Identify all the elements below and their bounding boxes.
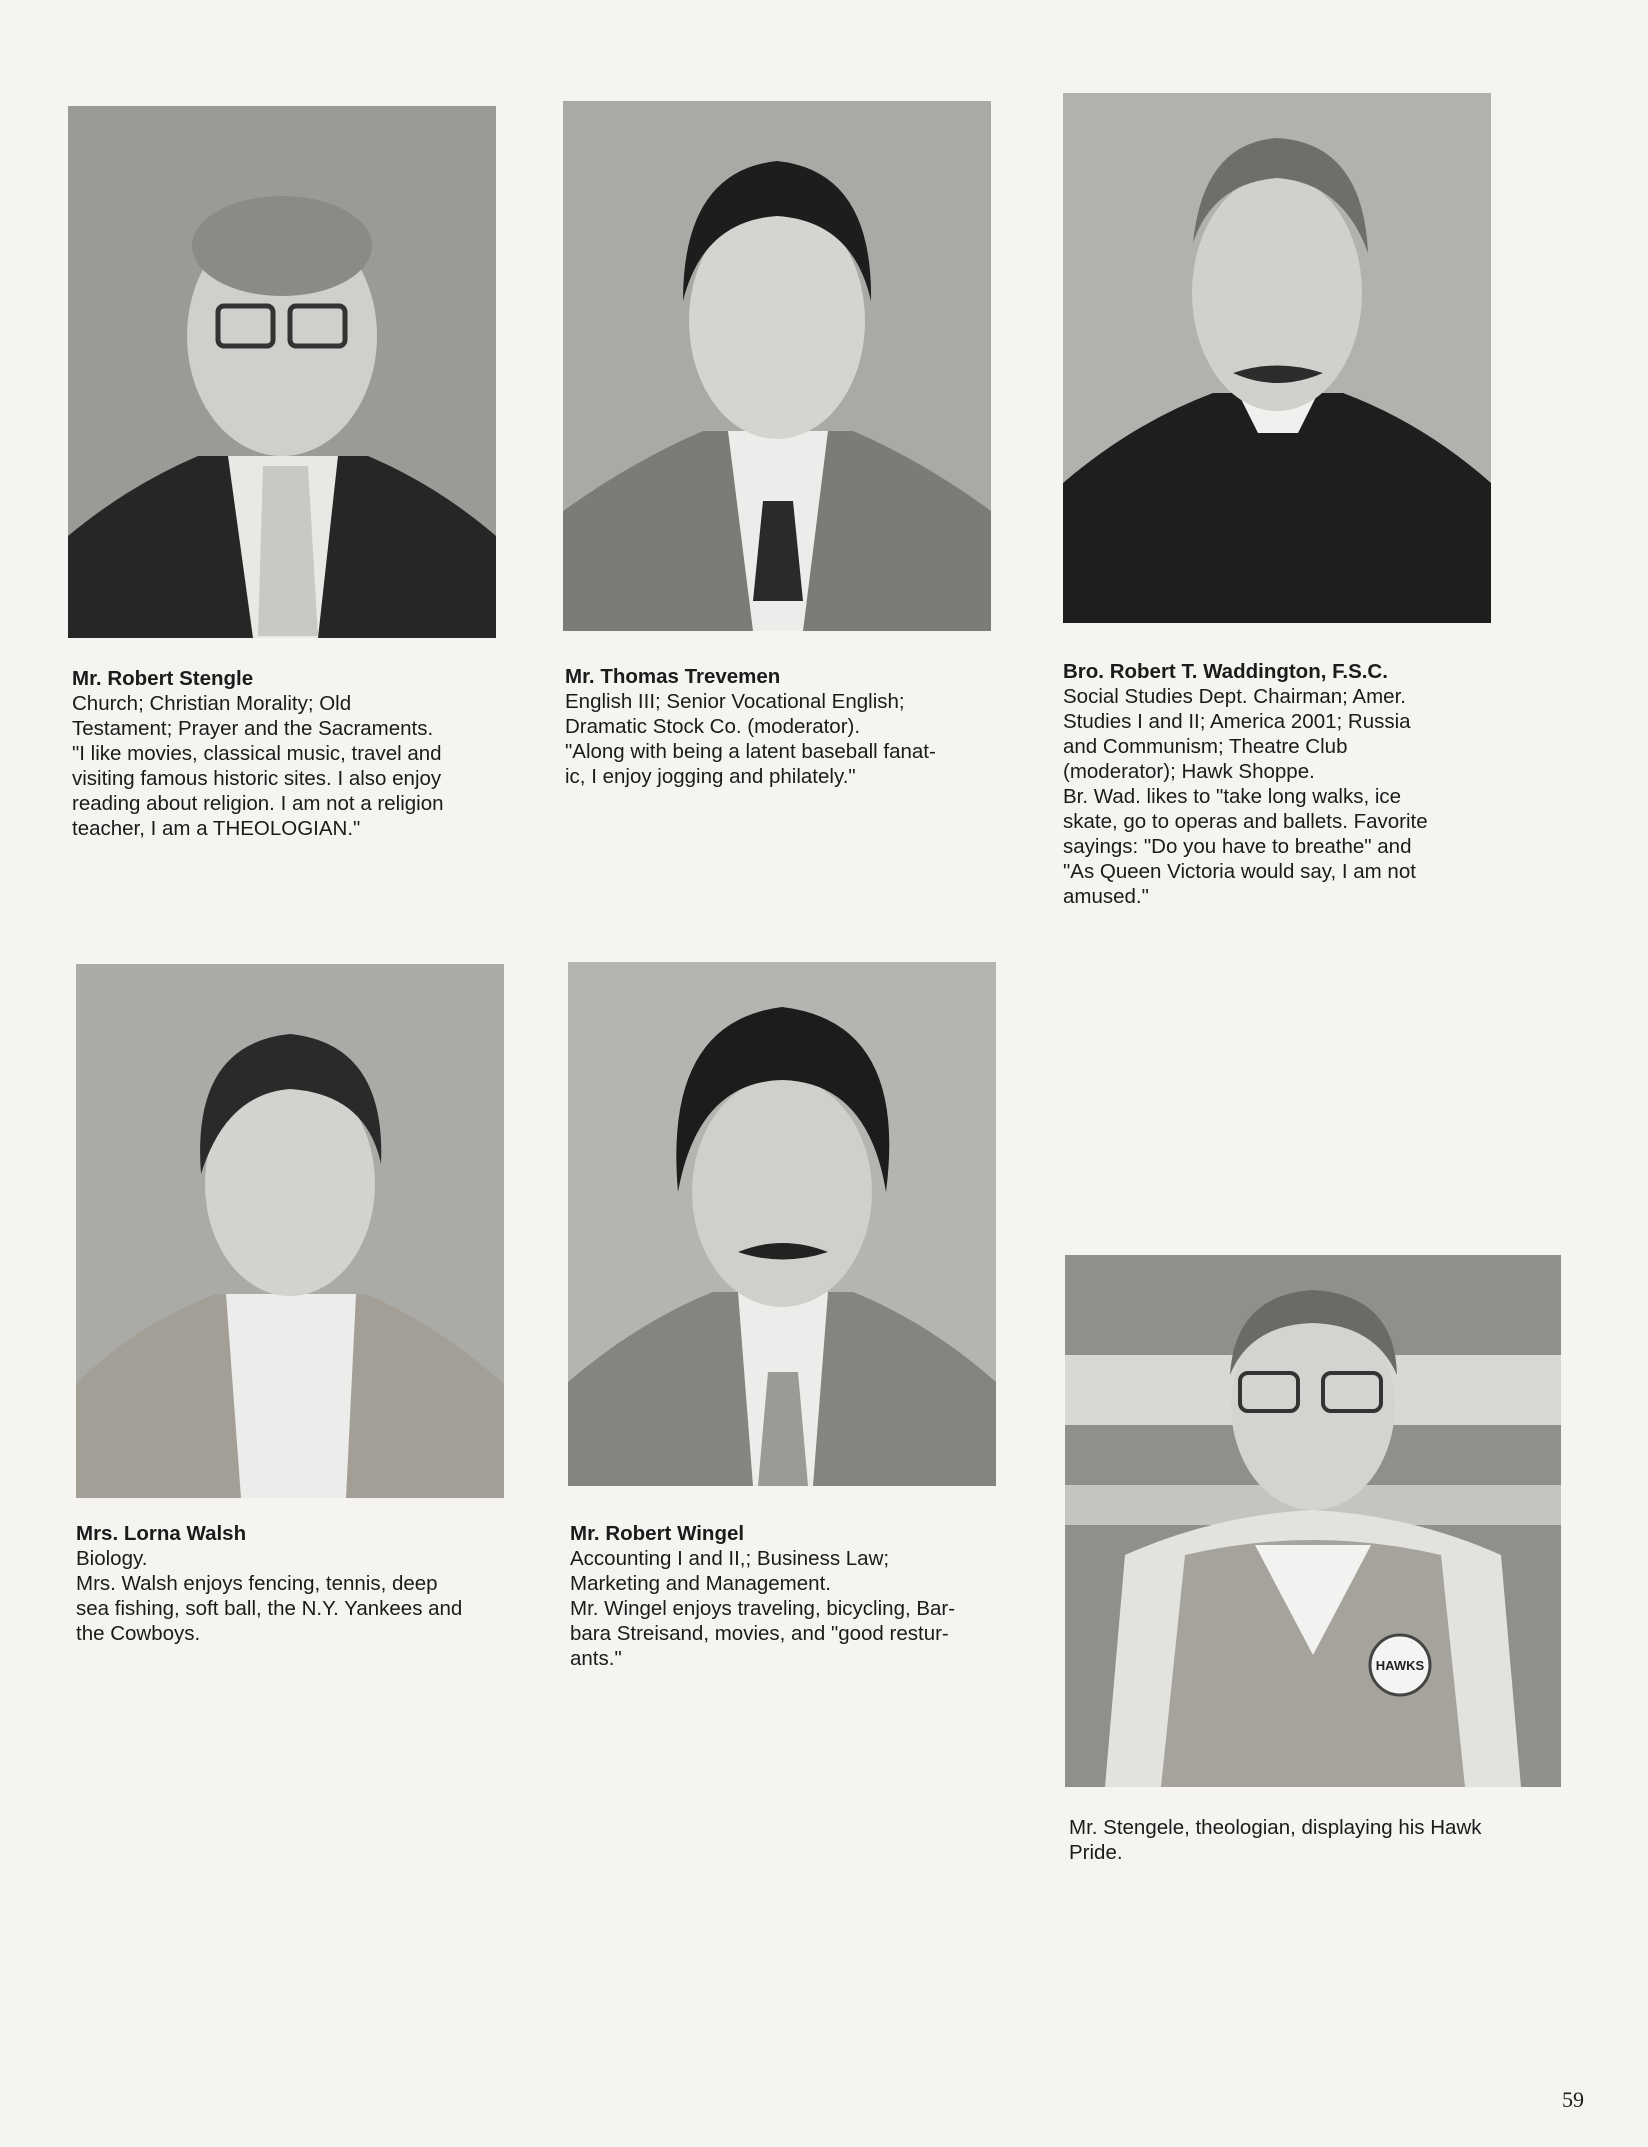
teacher-name: Mr. Robert Wingel — [570, 1522, 745, 1545]
caption-line: teacher, I am a THEOLOGIAN." — [72, 817, 361, 840]
photo-trevemen — [563, 101, 991, 631]
caption-line: ic, I enjoy jogging and philately." — [565, 765, 856, 788]
caption-line: Mr. Wingel enjoys traveling, bicycling, Bar- — [570, 1597, 956, 1620]
caption-line: Mr. Stengele, theologian, displaying his Hawk — [1069, 1816, 1482, 1839]
caption-line: sea fishing, soft ball, the N.Y. Yankees and — [76, 1597, 463, 1620]
photo-stengle — [68, 106, 496, 638]
caption-stengle — [72, 666, 512, 841]
teacher-name: Mr. Robert Stengle — [72, 667, 254, 690]
caption-line: and Communism; Theatre Club — [1063, 735, 1348, 758]
photo-walsh — [76, 964, 504, 1498]
teacher-name: Bro. Robert T. Waddington, F.S.C. — [1063, 660, 1388, 683]
caption-line: amused." — [1063, 885, 1149, 908]
page-number: 59 — [1562, 2087, 1584, 2112]
caption-line: Br. Wad. likes to "take long walks, ice — [1063, 785, 1402, 808]
caption-line: English III; Senior Vocational English; — [565, 690, 905, 713]
caption-line: Pride. — [1069, 1841, 1123, 1864]
caption-line: the Cowboys. — [76, 1622, 201, 1645]
caption-line: visiting famous historic sites. I also enjoy — [72, 767, 442, 790]
caption-candid — [1069, 1815, 1569, 1865]
caption-line: Church; Christian Morality; Old — [72, 692, 352, 715]
photo-candid-stengele — [1065, 1255, 1561, 1787]
caption-line: Studies I and II; America 2001; Russia — [1063, 710, 1411, 733]
caption-line: reading about religion. I am not a religion — [72, 792, 444, 815]
photo-waddington — [1063, 93, 1491, 623]
caption-line: bara Streisand, movies, and "good restur- — [570, 1622, 949, 1645]
caption-line: sayings: "Do you have to breathe" and — [1063, 835, 1412, 858]
caption-waddington — [1063, 659, 1503, 909]
caption-line: skate, go to operas and ballets. Favorite — [1063, 810, 1428, 833]
photo-wingel — [568, 962, 996, 1486]
caption-trevemen — [565, 664, 1005, 789]
caption-line: (moderator); Hawk Shoppe. — [1063, 760, 1315, 783]
caption-wingel — [570, 1521, 1010, 1671]
caption-line: Accounting I and II,; Business Law; — [570, 1547, 890, 1570]
caption-walsh — [76, 1521, 516, 1646]
hawks-badge: HAWKS — [1375, 1658, 1425, 1673]
caption-line: "As Queen Victoria would say, I am not — [1063, 860, 1416, 883]
teacher-name: Mr. Thomas Trevemen — [565, 665, 781, 688]
caption-line: "I like movies, classical music, travel and — [72, 742, 442, 765]
caption-line: Mrs. Walsh enjoys fencing, tennis, deep — [76, 1572, 438, 1595]
caption-line: Dramatic Stock Co. (moderator). — [565, 715, 861, 738]
caption-line: "Along with being a latent baseball fanat- — [565, 740, 936, 763]
teacher-name: Mrs. Lorna Walsh — [76, 1522, 247, 1545]
caption-line: Testament; Prayer and the Sacraments. — [72, 717, 434, 740]
caption-line: Biology. — [76, 1547, 148, 1570]
caption-line: Marketing and Management. — [570, 1572, 831, 1595]
caption-line: Social Studies Dept. Chairman; Amer. — [1063, 685, 1406, 708]
caption-line: ants." — [570, 1647, 622, 1670]
